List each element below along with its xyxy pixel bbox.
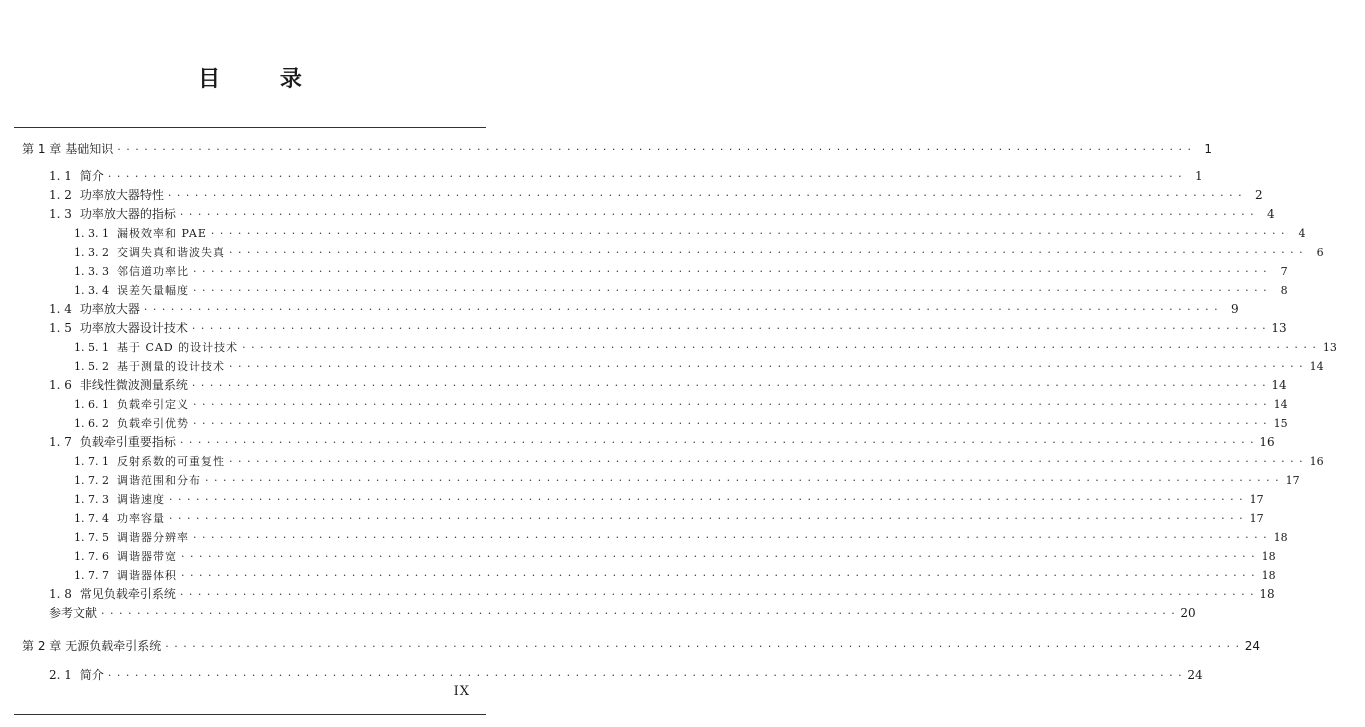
toc-entry-page: 9 <box>1230 302 1239 316</box>
toc-entry-title: 参考文献 <box>49 606 98 620</box>
toc-entry-title: 功率放大器的指标 <box>79 207 176 221</box>
toc-subsection-row[interactable] <box>0 357 1324 376</box>
toc-chapter-row[interactable] <box>0 140 1212 159</box>
toc-section-row[interactable] <box>0 167 1203 186</box>
toc-entry-number: 1. 7. 2 <box>74 474 109 487</box>
toc-entry-number: 1. 7. 5 <box>74 531 109 544</box>
toc-entry-page: 7 <box>1280 265 1288 278</box>
toc-subsection-row[interactable] <box>0 509 1264 528</box>
toc-entry-number: 1. 6 <box>49 378 72 392</box>
dot-leader: · · · · · · · · · · · · · · · · · · · · · · · · · · · · · · · · · · · · · · · · · · · · · · · · · · · · · · · · · · · · · · · · · · · · · · · · · · · · · · · · · · · · · · · · · · · · · · · · · · · · · · · · · · · · · · · · · · · · · · · · <box>180 569 1256 582</box>
toc-entry-title: 基于 CAD 的设计技术 <box>116 341 239 354</box>
toc-subsection-row[interactable] <box>0 224 1306 243</box>
toc-subsection-row[interactable] <box>0 414 1288 433</box>
toc-entry-number: 1. 7 <box>49 435 72 449</box>
toc-entry-number: 1. 6. 2 <box>74 417 109 430</box>
dot-leader: · · · · · · · · · · · · · · · · · · · · · · · · · · · · · · · · · · · · · · · · · · · · · · · · · · · · · · · · · · · · · · · · · · · · · · · · · · · · · · · · · · · · · · · · · · · · · · · · · · · · · · · · · · · · · · · · · · · · · · · · <box>167 189 1243 202</box>
toc-entry-number: 1. 3. 4 <box>74 284 109 297</box>
toc-entry-page: 20 <box>1180 606 1196 620</box>
toc-entry-page: 13 <box>1271 321 1287 335</box>
toc-entry-title: 功率放大器设计技术 <box>79 321 188 335</box>
dot-leader: · · · · · · · · · · · · · · · · · · · · · · · · · · · · · · · · · · · · · · · · · · · · · · · · · · · · · · · · · · · · · · · · · · · · · · · · · · · · · · · · · · · · · · · · · · · · · · · · · · · · · · · · · · · · · · · · · · · · · · · · <box>192 284 1268 297</box>
toc-subsection-row[interactable] <box>0 395 1288 414</box>
toc-entry-page: 24 <box>1244 639 1260 653</box>
toc-section-row[interactable] <box>0 585 1275 604</box>
toc-section-row[interactable] <box>0 205 1275 224</box>
toc-section-row[interactable] <box>0 376 1287 395</box>
toc-section-row[interactable] <box>0 300 1239 319</box>
toc-entry-page: 1 <box>1204 142 1212 156</box>
toc-entry-number: 1. 7. 1 <box>74 455 109 468</box>
toc-entry-title: 误差矢量幅度 <box>116 284 189 297</box>
dot-leader: · · · · · · · · · · · · · · · · · · · · · · · · · · · · · · · · · · · · · · · · · · · · · · · · · · · · · · · · · · · · · · · · · · · · · · · · · · · · · · · · · · · · · · · · · · · · · · · · · · · · · · · · · · · · · · · · · · · · · · · · <box>179 208 1255 221</box>
toc-entry-title: 功率容量 <box>116 512 165 525</box>
dot-leader: · · · · · · · · · · · · · · · · · · · · · · · · · · · · · · · · · · · · · · · · · · · · · · · · · · · · · · · · · · · · · · · · · · · · · · · · · · · · · · · · · · · · · · · · · · · · · · · · · · · · · · · · · · · · · · · · · · · · · · · · <box>228 246 1304 259</box>
toc-entry-number: 第 2 章 <box>22 639 62 653</box>
toc-entry-title: 调谐器体积 <box>116 569 177 582</box>
toc-subsection-row[interactable] <box>0 566 1276 585</box>
toc-entry-title: 简介 <box>79 169 104 183</box>
toc-subsection-row[interactable] <box>0 547 1276 566</box>
toc-entry-number: 1. 2 <box>49 188 72 202</box>
toc-section-row[interactable] <box>0 666 1203 685</box>
toc-entry-title: 邻信道功率比 <box>116 265 189 278</box>
toc-entry-title: 负载牵引优势 <box>116 417 189 430</box>
toc-entry-title: 基础知识 <box>65 142 114 156</box>
toc-entry-title: 非线性微波测量系统 <box>79 378 188 392</box>
toc-entry-page: 18 <box>1273 531 1288 544</box>
toc-entry-page: 14 <box>1309 360 1324 373</box>
dot-leader: · · · · · · · · · · · · · · · · · · · · · · · · · · · · · · · · · · · · · · · · · · · · · · · · · · · · · · · · · · · · · · · · · · · · · · · · · · · · · · · · · · · · · · · · · · · · · · · · · · · · · · · · · · · · · · · · · · · · · · · · <box>204 474 1280 487</box>
toc-entry-number: 1. 7. 7 <box>74 569 109 582</box>
dot-leader: · · · · · · · · · · · · · · · · · · · · · · · · · · · · · · · · · · · · · · · · · · · · · · · · · · · · · · · · · · · · · · · · · · · · · · · · · · · · · · · · · · · · · · · · · · · · · · · · · · · · · · · · · · · · · · · · · · · · · · · · <box>117 143 1192 156</box>
toc-entry-number: 1. 5 <box>49 321 72 335</box>
toc-entry-page: 2 <box>1254 188 1263 202</box>
toc-entry-page: 18 <box>1259 587 1275 601</box>
toc-entry-number: 1. 7. 4 <box>74 512 109 525</box>
header-rule <box>14 127 486 128</box>
toc-entry-page: 18 <box>1261 569 1276 582</box>
toc-subsection-row[interactable] <box>0 338 1337 357</box>
toc-entry-page: 4 <box>1298 227 1306 240</box>
toc-entry-page: 8 <box>1280 284 1288 297</box>
toc-subsection-row[interactable] <box>0 452 1324 471</box>
footer-rule <box>14 714 486 715</box>
dot-leader: · · · · · · · · · · · · · · · · · · · · · · · · · · · · · · · · · · · · · · · · · · · · · · · · · · · · · · · · · · · · · · · · · · · · · · · · · · · · · · · · · · · · · · · · · · · · · · · · · · · · · · · · · · · · · · · · · · · · · · · · <box>168 512 1244 525</box>
toc-entry-number: 1. 7. 3 <box>74 493 109 506</box>
toc-entry-title: 功率放大器 <box>79 302 140 316</box>
dot-leader: · · · · · · · · · · · · · · · · · · · · · · · · · · · · · · · · · · · · · · · · · · · · · · · · · · · · · · · · · · · · · · · · · · · · · · · · · · · · · · · · · · · · · · · · · · · · · · · · · · · · · · · · · · · · · · · · · · · · · · · · <box>242 341 1317 354</box>
toc-entry-page: 18 <box>1261 550 1276 563</box>
toc-entry-page: 24 <box>1187 668 1203 682</box>
dot-leader: · · · · · · · · · · · · · · · · · · · · · · · · · · · · · · · · · · · · · · · · · · · · · · · · · · · · · · · · · · · · · · · · · · · · · · · · · · · · · · · · · · · · · · · · · · · · · · · · · · · · · · · · · · · · · · · · · · · · · · · · <box>168 493 1244 506</box>
toc-subsection-row[interactable] <box>0 471 1300 490</box>
page-title: 目 录 <box>198 67 328 92</box>
toc-section-row[interactable] <box>0 433 1275 452</box>
toc-entry-number: 1. 3. 1 <box>74 227 109 240</box>
dot-leader: · · · · · · · · · · · · · · · · · · · · · · · · · · · · · · · · · · · · · · · · · · · · · · · · · · · · · · · · · · · · · · · · · · · · · · · · · · · · · · · · · · · · · · · · · · · · · · · · · · · · · · · · · · · · · · · · · · · · · · · · <box>192 265 1268 278</box>
toc-entry-title: 负载牵引定义 <box>116 398 189 411</box>
toc-entry-number: 1. 5. 1 <box>74 341 109 354</box>
toc-entry-page: 17 <box>1249 493 1264 506</box>
dot-leader: · · · · · · · · · · · · · · · · · · · · · · · · · · · · · · · · · · · · · · · · · · · · · · · · · · · · · · · · · · · · · · · · · · · · · · · · · · · · · · · · · · · · · · · · · · · · · · · · · · · · · · · · · · · · · · · · · · · · · · · · <box>180 550 1256 563</box>
dot-leader: · · · · · · · · · · · · · · · · · · · · · · · · · · · · · · · · · · · · · · · · · · · · · · · · · · · · · · · · · · · · · · · · · · · · · · · · · · · · · · · · · · · · · · · · · · · · · · · · · · · · · · · · · · · · · · · · · · · · · · · · <box>191 322 1267 335</box>
toc-entry-page: 17 <box>1249 512 1264 525</box>
toc-entry-number: 2. 1 <box>49 668 72 682</box>
dot-leader: · · · · · · · · · · · · · · · · · · · · · · · · · · · · · · · · · · · · · · · · · · · · · · · · · · · · · · · · · · · · · · · · · · · · · · · · · · · · · · · · · · · · · · · · · · · · · · · · · · · · · · · · · · · · · · · · · · · · · · · · <box>192 417 1268 430</box>
toc-entry-title: 负载牵引重要指标 <box>79 435 176 449</box>
toc-chapter-row[interactable] <box>0 637 1260 656</box>
dot-leader: · · · · · · · · · · · · · · · · · · · · · · · · · · · · · · · · · · · · · · · · · · · · · · · · · · · · · · · · · · · · · · · · · · · · · · · · · · · · · · · · · · · · · · · · · · · · · · · · · · · · · · · · · · · · · · · · · · · · · · · · <box>165 640 1240 653</box>
toc-section-row[interactable] <box>0 604 1196 623</box>
toc-entry-number: 1. 6. 1 <box>74 398 109 411</box>
toc-entry-title: 反射系数的可重复性 <box>116 455 225 468</box>
toc-entry-page: 15 <box>1273 417 1288 430</box>
toc-entry-title: 功率放大器特性 <box>79 188 164 202</box>
toc-entry-title: 交调失真和谐波失真 <box>116 246 225 259</box>
toc-subsection-row[interactable] <box>0 243 1324 262</box>
toc-entry-title: 无源负载牵引系统 <box>65 639 162 653</box>
toc-entry-title: 调谐范围和分布 <box>116 474 201 487</box>
toc-entry-number: 1. 8 <box>49 587 72 601</box>
toc-entry-number: 第 1 章 <box>22 142 62 156</box>
toc-entry-title: 调谐速度 <box>116 493 165 506</box>
toc-entry-title: 调谐器带宽 <box>116 550 177 563</box>
toc-entry-number: 1. 5. 2 <box>74 360 109 373</box>
toc-entry-number: 1. 1 <box>49 169 72 183</box>
toc-entry-page: 13 <box>1322 341 1337 354</box>
toc-entry-title: 漏极效率和 PAE <box>116 227 207 240</box>
toc-entry-title: 常见负载牵引系统 <box>79 587 176 601</box>
toc-entry-page: 16 <box>1309 455 1324 468</box>
toc-entry-page: 4 <box>1266 207 1275 221</box>
dot-leader: · · · · · · · · · · · · · · · · · · · · · · · · · · · · · · · · · · · · · · · · · · · · · · · · · · · · · · · · · · · · · · · · · · · · · · · · · · · · · · · · · · · · · · · · · · · · · · · · · · · · · · · · · · · · · · · · · · · · · · · · <box>228 455 1304 468</box>
toc-subsection-row[interactable] <box>0 490 1264 509</box>
dot-leader: · · · · · · · · · · · · · · · · · · · · · · · · · · · · · · · · · · · · · · · · · · · · · · · · · · · · · · · · · · · · · · · · · · · · · · · · · · · · · · · · · · · · · · · · · · · · · · · · · · · · · · · · · · · · · · · · · · · · · · · · <box>107 170 1183 183</box>
toc-subsection-row[interactable] <box>0 528 1288 547</box>
toc-entry-page: 14 <box>1271 378 1287 392</box>
toc-list <box>0 140 1337 685</box>
toc-entry-title: 调谐器分辨率 <box>116 531 189 544</box>
toc-entry-number: 1. 3 <box>49 207 72 221</box>
dot-leader: · · · · · · · · · · · · · · · · · · · · · · · · · · · · · · · · · · · · · · · · · · · · · · · · · · · · · · · · · · · · · · · · · · · · · · · · · · · · · · · · · · · · · · · · · · · · · · · · · · · · · · · · · · · · · · · · · · · · · · · · <box>107 669 1183 682</box>
dot-leader: · · · · · · · · · · · · · · · · · · · · · · · · · · · · · · · · · · · · · · · · · · · · · · · · · · · · · · · · · · · · · · · · · · · · · · · · · · · · · · · · · · · · · · · · · · · · · · · · · · · · · · · · · · · · · · · · · · · · · · · · <box>143 303 1219 316</box>
toc-section-row[interactable] <box>0 319 1287 338</box>
toc-entry-title: 简介 <box>79 668 104 682</box>
dot-leader: · · · · · · · · · · · · · · · · · · · · · · · · · · · · · · · · · · · · · · · · · · · · · · · · · · · · · · · · · · · · · · · · · · · · · · · · · · · · · · · · · · · · · · · · · · · · · · · · · · · · · · · · · · · · · · · · · · · · · · · · <box>179 588 1255 601</box>
dot-leader: · · · · · · · · · · · · · · · · · · · · · · · · · · · · · · · · · · · · · · · · · · · · · · · · · · · · · · · · · · · · · · · · · · · · · · · · · · · · · · · · · · · · · · · · · · · · · · · · · · · · · · · · · · · · · · · · · · · · · · · · <box>179 436 1255 449</box>
toc-entry-page: 16 <box>1259 435 1275 449</box>
toc-entry-page: 14 <box>1273 398 1288 411</box>
dot-leader: · · · · · · · · · · · · · · · · · · · · · · · · · · · · · · · · · · · · · · · · · · · · · · · · · · · · · · · · · · · · · · · · · · · · · · · · · · · · · · · · · · · · · · · · · · · · · · · · · · · · · · · · · · · · · · · · · · · · · · · · <box>210 227 1286 240</box>
toc-entry-number: 1. 3. 3 <box>74 265 109 278</box>
dot-leader: · · · · · · · · · · · · · · · · · · · · · · · · · · · · · · · · · · · · · · · · · · · · · · · · · · · · · · · · · · · · · · · · · · · · · · · · · · · · · · · · · · · · · · · · · · · · · · · · · · · · · · · · · · · · · · · · · · · · · · · · <box>228 360 1304 373</box>
page-number: IX <box>453 684 470 699</box>
toc-entry-page: 17 <box>1285 474 1300 487</box>
toc-section-row[interactable] <box>0 186 1263 205</box>
dot-leader: · · · · · · · · · · · · · · · · · · · · · · · · · · · · · · · · · · · · · · · · · · · · · · · · · · · · · · · · · · · · · · · · · · · · · · · · · · · · · · · · · · · · · · · · · · · · · · · · · · · · · · · · · · · · · · · · · · · · · · · · <box>191 379 1267 392</box>
toc-entry-title: 基于测量的设计技术 <box>116 360 225 373</box>
toc-entry-number: 1. 7. 6 <box>74 550 109 563</box>
toc-entry-number: 1. 3. 2 <box>74 246 109 259</box>
toc-entry-number: 1. 4 <box>49 302 72 316</box>
dot-leader: · · · · · · · · · · · · · · · · · · · · · · · · · · · · · · · · · · · · · · · · · · · · · · · · · · · · · · · · · · · · · · · · · · · · · · · · · · · · · · · · · · · · · · · · · · · · · · · · · · · · · · · · · · · · · · · · · · · · · · · · <box>192 398 1268 411</box>
toc-entry-page: 1 <box>1194 169 1203 183</box>
dot-leader: · · · · · · · · · · · · · · · · · · · · · · · · · · · · · · · · · · · · · · · · · · · · · · · · · · · · · · · · · · · · · · · · · · · · · · · · · · · · · · · · · · · · · · · · · · · · · · · · · · · · · · · · · · · · · · · · · · · · · · · · <box>101 607 1176 620</box>
dot-leader: · · · · · · · · · · · · · · · · · · · · · · · · · · · · · · · · · · · · · · · · · · · · · · · · · · · · · · · · · · · · · · · · · · · · · · · · · · · · · · · · · · · · · · · · · · · · · · · · · · · · · · · · · · · · · · · · · · · · · · · · <box>192 531 1268 544</box>
toc-subsection-row[interactable] <box>0 281 1288 300</box>
toc-subsection-row[interactable] <box>0 262 1288 281</box>
toc-entry-page: 6 <box>1316 246 1324 259</box>
